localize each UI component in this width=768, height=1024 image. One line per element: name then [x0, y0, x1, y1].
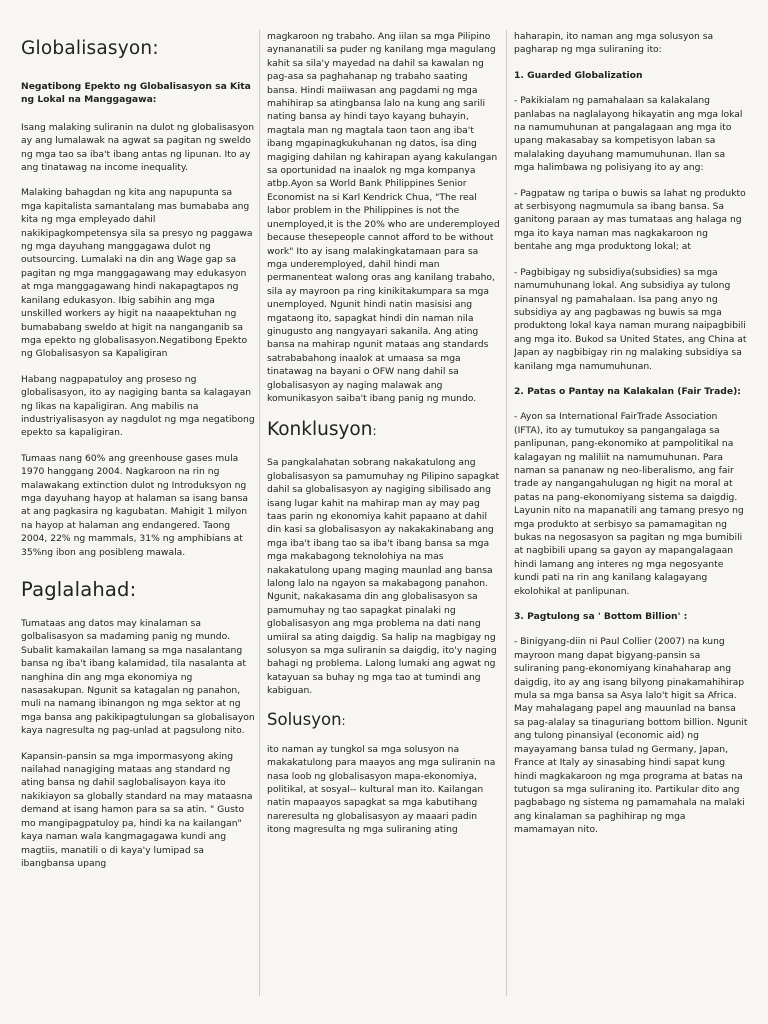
section-heading-konklusyon — [267, 419, 501, 442]
list-heading: 1. Guarded Globalization — [514, 69, 643, 81]
paragraph: - Binigyang-diin ni Paul Collier (2007) na kung mayroon mang dapat bigyang-pansin sa suliraning pang-ekonomiyang kinahaharap ang daigdig, ito ay ang isang bilyong pinakamahihirap mula sa mga bansa sa Asya lalo't higit sa Africa. May mahalagang papel ang mauunlad na bansa sa pag-alalay sa tinaguriang bottom billion. Ngunit ang tulong pinansiyal (economic aid) ng mayayamang bansa tulad ng Germany, Japan, France at Italy ay sinasabing hindi sapat kung hindi magkakaroon ng mga programa at batas na tutugon sa mga suliraning ito. Partikular dito ang pagbabago ng sistema ng pamamahala na malaki ang kinalaman sa paghihirap ng mga mamamayan nito. — [514, 636, 748, 836]
list-heading: 2. Patas o Pantay na Kalakalan (Fair Trade): — [514, 385, 741, 397]
paragraph: Tumaas nang 60% ang greenhouse gases mula 1970 hanggang 2004. Nagkaroon na rin ng malawakang extinction dulot ng Introduksyon ng mga dayuhang hayop at halaman sa isang bansa at ang pagkasira ng kagubatan. Mahigit 1 milyon na hayop at halaman ang endangered. Taong 2004, 22% ng mammals, 31% ng amphibians at 35%ng ibon ang posibleng mawala. — [21, 452, 249, 558]
heading-colon: : — [372, 424, 377, 439]
paragraph: Isang malaking suliranin na dulot ng globalisasyon ay ang lumalawak na agwat sa pagitan ng sweldo ng mga tao sa iba't ibang antas ng lipunan. Ito ay ang tinatawag na income inequality. — [21, 121, 255, 174]
paragraph: ito naman ay tungkol sa mga solusyon na makakatulong para maayos ang mga suliranin na nasa loob ng globalisasyon mapa-ekonomiya, politikal, at sosyal-- kultural man ito. Kailangan natin mapaayos sapagkat sa mga kabutihang nareresulta ng globalisasyon ay maaari padin itong magresulta ng mga suliraning ating — [267, 743, 496, 836]
paragraph: - Pagpataw ng taripa o buwis sa lahat ng produkto at serbisyong nagmumula sa ibang bansa. Sa ganitong paraan ay mas tumataas ang halaga ng mga ito kaya naman mas nagkakaroon ng bentahe ang mga produktong lokal; at — [514, 187, 746, 253]
list-heading: 3. Pagtulong sa ' Bottom Billion' : — [514, 611, 688, 623]
paragraph: Habang nagpapatuloy ang proseso ng globalisasyon, ito ay nagiging banta sa kalagayan ng likas na kapaligiran. Ang mabilis na industriyalisasyon ay nagdulot ng mga negatibong epekto sa kapaligiran. — [21, 373, 255, 439]
paragraph: - Ayon sa International FairTrade Association (IFTA), ito ay tumutukoy sa pangangalaga sa panlipunan, pang-ekonomiko at pampolitikal na kalagayan ng maliliit na namumuhunan. Para naman sa pananaw ng neo-liberalismo, ang fair trade ay nangangahulugan ng higit na moral at patas na pang-ekonomiyang sistema sa daigdig. Layunin nito na mapanatili ang tamang presyo ng mga produkto at serbisyo sa pamamagitan ng bukas na negosasyon sa pagitan ng mga bumibili at nagbibili upang sa gayon ay mapangalagaan hindi lamang ang interes ng mga negosyante kundi pati na rin ang kanilang kalagayang ekolohikal at panlipunan. — [514, 411, 744, 597]
column-3 — [514, 30, 748, 1020]
paragraph: magkaroon ng trabaho. Ang iilan sa mga Pilipino aynananatili sa puder ng kanilang mga magulang kahit sa sila'y mayedad na dahil sa kawalan ng pag-asa sa paghahanap ng trabaho saating bansa. Hindi maiiwasan ang pagdami ng mga mahihirap sa atingbansa lalo na kung ang sarili nating bansa ay hindi tayo kayang buhayin, magtala man ng magtala taon taon ang iba't ibang mgapinagkukuhanan ng datos, isa ding magiging dahilan ng kahirapan ayang kakulangan sa oportunidad na inaalok ng mga kompanya atbp.Ayon sa World Bank Philippines Senior Economist na si Karl Kendrick Chua, "The real labor problem in the Philippines is not the unemployed,it is the 20% who are underemployed because thesepeople cannot afford to be without work" Ito ay isang malakingkatamaan para sa mga underemployed, dahil hindi man permanenteat walong oras ang kanilang trabaho, sila ay mayroon pa ring kinikitakumpara sa mga unemployed. Ngunit hindi natin masisisi ang mgataong ito, sapagkat hindi din naman nila ginugusto ang nangyayari sakanila. Ang ating bansa na mahirap ngunit mataas ang standards satrababahong inaalok at umaasa sa mga tinatawag na bayani o OFW nang dahil sa globalisasyon ay naging malawak ang komunikasyon saiba't ibang panig ng mundo. — [267, 31, 500, 404]
page-title: Globalisasyon: — [21, 38, 159, 59]
paragraph: - Pakikialam ng pamahalaan sa kalakalang panlabas na naglalayong hikayatin ang mga lokal na namumuhunan at pangalagaan ang mga ito upang makasabay sa kompetisyon laban sa malalaking dayuhang mamumuhunan. Ilan sa mga halimbawa ng polisiyang ito ay ang: — [514, 95, 743, 174]
section-subtitle: Negatibong Epekto ng Globalisasyon sa Kita ng Lokal na Manggagawa: — [21, 81, 251, 106]
paragraph: - Pagbibigay ng subsidiya(subsidies) sa mga namumuhunang lokal. Ang subsidiya ay tulong pinansyal ng pamahalaan. Isa pang anyo ng subsidiya ay ang pagbawas ng buwis sa mga produktong lokal kaya naman murang naipagbibili ang mga ito. Bukod sa United States, ang China at Japan ay nagbibigay rin ng malaking subsidiya sa kanilang mga namumuhunan. — [514, 266, 747, 372]
paragraph: haharapin, ito naman ang mga solusyon sa pagharap ng mga suliraning ito: — [514, 31, 714, 56]
column-2 — [267, 30, 501, 1020]
heading-text: Konklusyon — [267, 419, 373, 441]
section-heading-paglalahad: Paglalahad: — [21, 578, 137, 601]
column-divider — [259, 30, 260, 996]
column-1 — [21, 32, 255, 1022]
paragraph: Sa pangkalahatan sobrang nakakatulong ang globalisasyon sa pamumuhay ng Pilipino sapagkat dahil sa globalisasyon ay nagiging sibilisado ang isang lugar kahit na mahirap man ay may pag taas parin ng ekonomiya kahit papaano at dahil din kasi sa globalisasyon ay nakakakinabang ang mga iba't ibang tao sa iba't ibang bansa sa mga mga makabagong teknolohiya na mas nakakatulong upang maging maunlad ang bansa lalong lalo na ngayon sa makabagong panahon. Ngunit, nakakasama din ang globalisasyon sa pamumuhay ng tao sapagkat pinalaki ng globalisasyon ang mga problema na dati nang umiiral sa ating daigdig. Sa halip na magbigay ng solusyon sa mga suliranin sa daigdig, ito'y naging bahagi ng problema. Lalong lumaki ang agwat ng katayuan sa buhay ng mga tao at tumindi ang kabiguan. — [267, 457, 500, 697]
paragraph: Malaking bahagdan ng kita ang napupunta sa mga kapitalista samantalang mas bumababa ang kita ng mga empleyado dahil nakikipagkompetensya sila sa presyo ng paggawa ng mga dayuhang manggagawa dulot ng outsourcing. Lumalaki na din ang Wage gap sa pagitan ng mga manggagawang may edukasyon at mga manggagawang hindi nakapagtapos ng kanilang edukasyon. Ibig sabihin ang mga unskilled workers ay higit na naaapektuhan ng bumababang sweldo at higit na nanganganib sa mga epekto ng globalisasyon.Negatibong Epekto ng Globalisasyon sa Kapaligiran — [21, 187, 253, 360]
section-heading-solusyon — [267, 710, 501, 731]
column-divider — [506, 30, 507, 996]
heading-text: Solusyon — [267, 709, 342, 729]
heading-colon: : — [341, 713, 346, 728]
paragraph: Tumataas ang datos may kinalaman sa golbalisasyon sa madaming panig ng mundo. Subalit kamakailan lamang sa mga nasalantang bansa ng iba't ibang kalamidad, tila nasalanta at nanghina din ang mga ekonomiya ng nasasakupan. Ngunit sa katagalan ng panahon, muli na namang ibinangon ng mga sektor at ng mga bansa ang pakikipagtulungan sa globalisayon kaya nagresulta ng pag-unlad at pagsulong nito. — [21, 618, 255, 737]
paragraph: Kapansin-pansin sa mga impormasyong aking nailahad nanagiging mataas ang standard ng ating bansa ng dahil saglobalisayon kaya ito nakikiayon sa globally standard na may mataasna demand at isang hamon para sa sa atin. " Gusto mo mangipagpatuloy pa, hindi ka na kailangan" kaya naman wala kangmagagawa kundi ang magtiis, manatili o di kaya'y lumipad sa ibangbansa upang — [21, 750, 253, 869]
